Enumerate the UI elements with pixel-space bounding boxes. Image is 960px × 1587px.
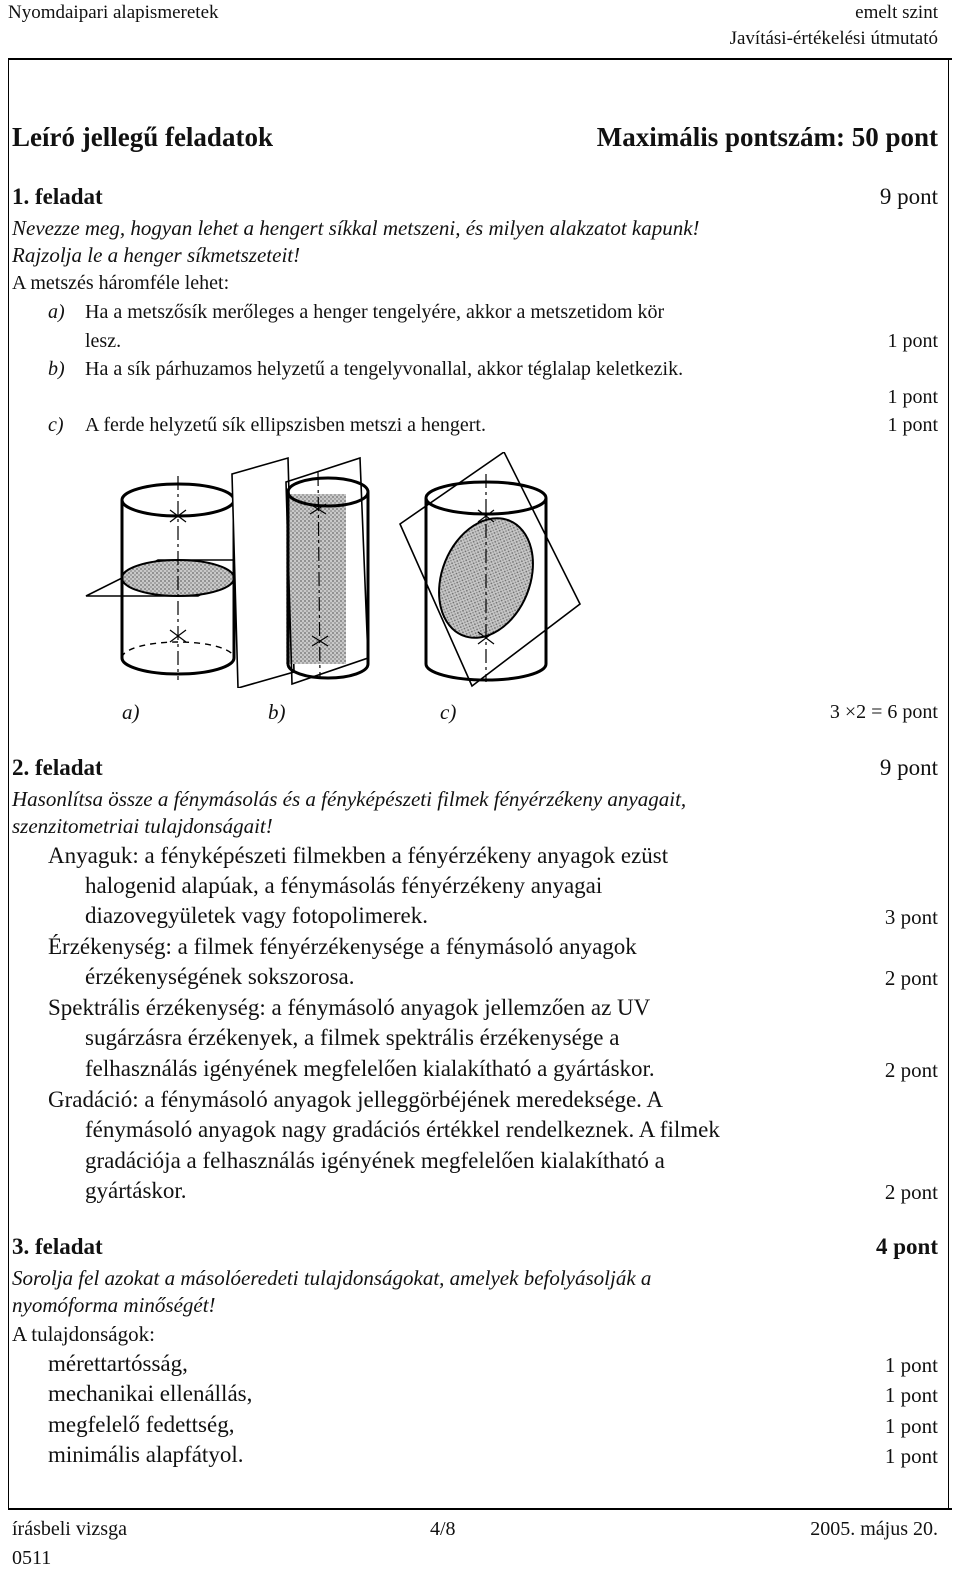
task3-item-points: 1 pont <box>884 1353 938 1377</box>
cylinder-sections-figure <box>48 452 588 688</box>
task2-p2-line2: érzékenységének sokszorosa. <box>85 964 355 989</box>
footer-exam-code: 0511 <box>12 1547 52 1569</box>
task2-question-1: Hasonlítsa össze a fénymásolás és a fényképészeti filmek fényérzékeny anyagait, <box>12 787 687 811</box>
task3-item-points: 1 pont <box>884 1414 938 1438</box>
task2-p3-line2: sugárzásra érzékenyek, a filmek spektrális érzékenysége a <box>85 1025 620 1050</box>
figure-points: 3 ×2 = 6 pont <box>829 701 938 723</box>
task2-p3-line1: Spektrális érzékenység: a fénymásoló anyagok jellemzően az UV <box>48 995 651 1020</box>
task2-p4-line2: fénymásoló anyagok nagy gradációs értékkel rendelkeznek. A filmek <box>85 1117 720 1142</box>
task2-p4-line1: Gradáció: a fénymásoló anyagok jelleggörbéjének meredeksége. A <box>48 1087 664 1112</box>
task3-question-1: Sorolja fel azokat a másolóeredeti tulajdonságokat, amelyek befolyásolják a <box>12 1266 652 1290</box>
footer-rule <box>8 1508 952 1510</box>
task2-question-2: szenzitometriai tulajdonságait! <box>12 814 273 838</box>
task2-p3-line3: felhasználás igényének megfelelően kialakítható a gyártáskor. <box>85 1056 655 1081</box>
task1-c-label: c) <box>48 414 64 436</box>
figure-c-label: c) <box>440 700 457 724</box>
header-rule <box>8 58 952 60</box>
task3-item: mechanikai ellenállás, <box>48 1381 253 1406</box>
task1-points: 9 pont <box>879 184 938 209</box>
figure-b-cylinder-rectangle <box>232 458 368 688</box>
task2-p1-points: 3 pont <box>884 905 938 929</box>
task3-points: 4 pont <box>876 1234 938 1259</box>
header-subject: Nyomdaipari alapismeretek <box>8 2 219 23</box>
task1-title: 1. feladat <box>12 184 103 209</box>
task2-title: 2. feladat <box>12 755 103 780</box>
task2-p1-line1: Anyaguk: a fényképészeti filmekben a fényérzékeny anyagok ezüst <box>48 843 669 868</box>
task1-b-label: b) <box>48 358 65 380</box>
task3-item: minimális alapfátyol. <box>48 1442 244 1467</box>
task2-p2-line1: Érzékenység: a filmek fényérzékenysége a fénymásoló anyagok <box>48 934 637 959</box>
task1-c-text: A ferde helyzetű sík ellipszisben metszi a hengert. <box>85 414 486 436</box>
task1-intro: A metszés háromféle lehet: <box>12 272 230 294</box>
section-max-points: Maximális pontszám: 50 pont <box>596 122 938 152</box>
footer-date: 2005. május 20. <box>810 1518 938 1540</box>
task3-item: megfelelő fedettség, <box>48 1412 235 1437</box>
figure-b-label: b) <box>268 700 286 724</box>
task3-title: 3. feladat <box>12 1234 103 1259</box>
task2-p1-line3: diazovegyületek vagy fotopolimerek. <box>85 903 428 928</box>
task3-intro: A tulajdonságok: <box>12 1322 155 1346</box>
task3-item: mérettartósság, <box>48 1351 188 1376</box>
task1-question-1: Nevezze meg, hogyan lehet a hengert síkkal metszeni, és milyen alakzatot kapunk! <box>12 216 700 240</box>
task1-a-label: a) <box>48 301 65 323</box>
page-border-right <box>948 60 949 1508</box>
header-level: emelt szint <box>855 2 938 23</box>
task2-p3-points: 2 pont <box>884 1058 938 1082</box>
figure-c-cylinder-ellipse <box>400 452 580 686</box>
task1-question-2: Rajzolja le a henger síkmetszeteit! <box>12 243 301 267</box>
task1-b-text: Ha a sík párhuzamos helyzetű a tengelyvonallal, akkor téglalap keletkezik. <box>85 358 684 380</box>
task1-a-text-2: lesz. <box>85 330 122 352</box>
header-guide: Javítási-értékelési útmutató <box>729 28 938 49</box>
task2-p2-points: 2 pont <box>884 966 938 990</box>
task3-question-2: nyomóforma minőségét! <box>12 1293 216 1317</box>
task1-a-points: 1 pont <box>887 330 938 352</box>
task2-p4-line4: gyártáskor. <box>85 1178 187 1203</box>
section-title: Leíró jellegű feladatok <box>12 122 273 152</box>
task3-item-points: 1 pont <box>884 1383 938 1407</box>
footer-page-number: 4/8 <box>430 1518 456 1540</box>
task1-c-points: 1 pont <box>887 414 938 436</box>
task1-b-points: 1 pont <box>887 386 938 408</box>
footer-exam-type: írásbeli vizsga <box>12 1518 127 1540</box>
task1-a-text-1: Ha a metszősík merőleges a henger tengelyére, akkor a metszetidom kör <box>85 301 665 323</box>
task2-p1-line2: halogenid alapúak, a fénymásolás fényérzékeny anyagai <box>85 873 603 898</box>
task2-points: 9 pont <box>879 755 938 780</box>
figure-a-label: a) <box>122 700 140 724</box>
page-border-left <box>8 60 9 1508</box>
task3-item-points: 1 pont <box>884 1444 938 1468</box>
task2-p4-points: 2 pont <box>884 1180 938 1204</box>
task2-p4-line3: gradációja a felhasználás igényének megfelelően kialakítható a <box>85 1148 665 1173</box>
